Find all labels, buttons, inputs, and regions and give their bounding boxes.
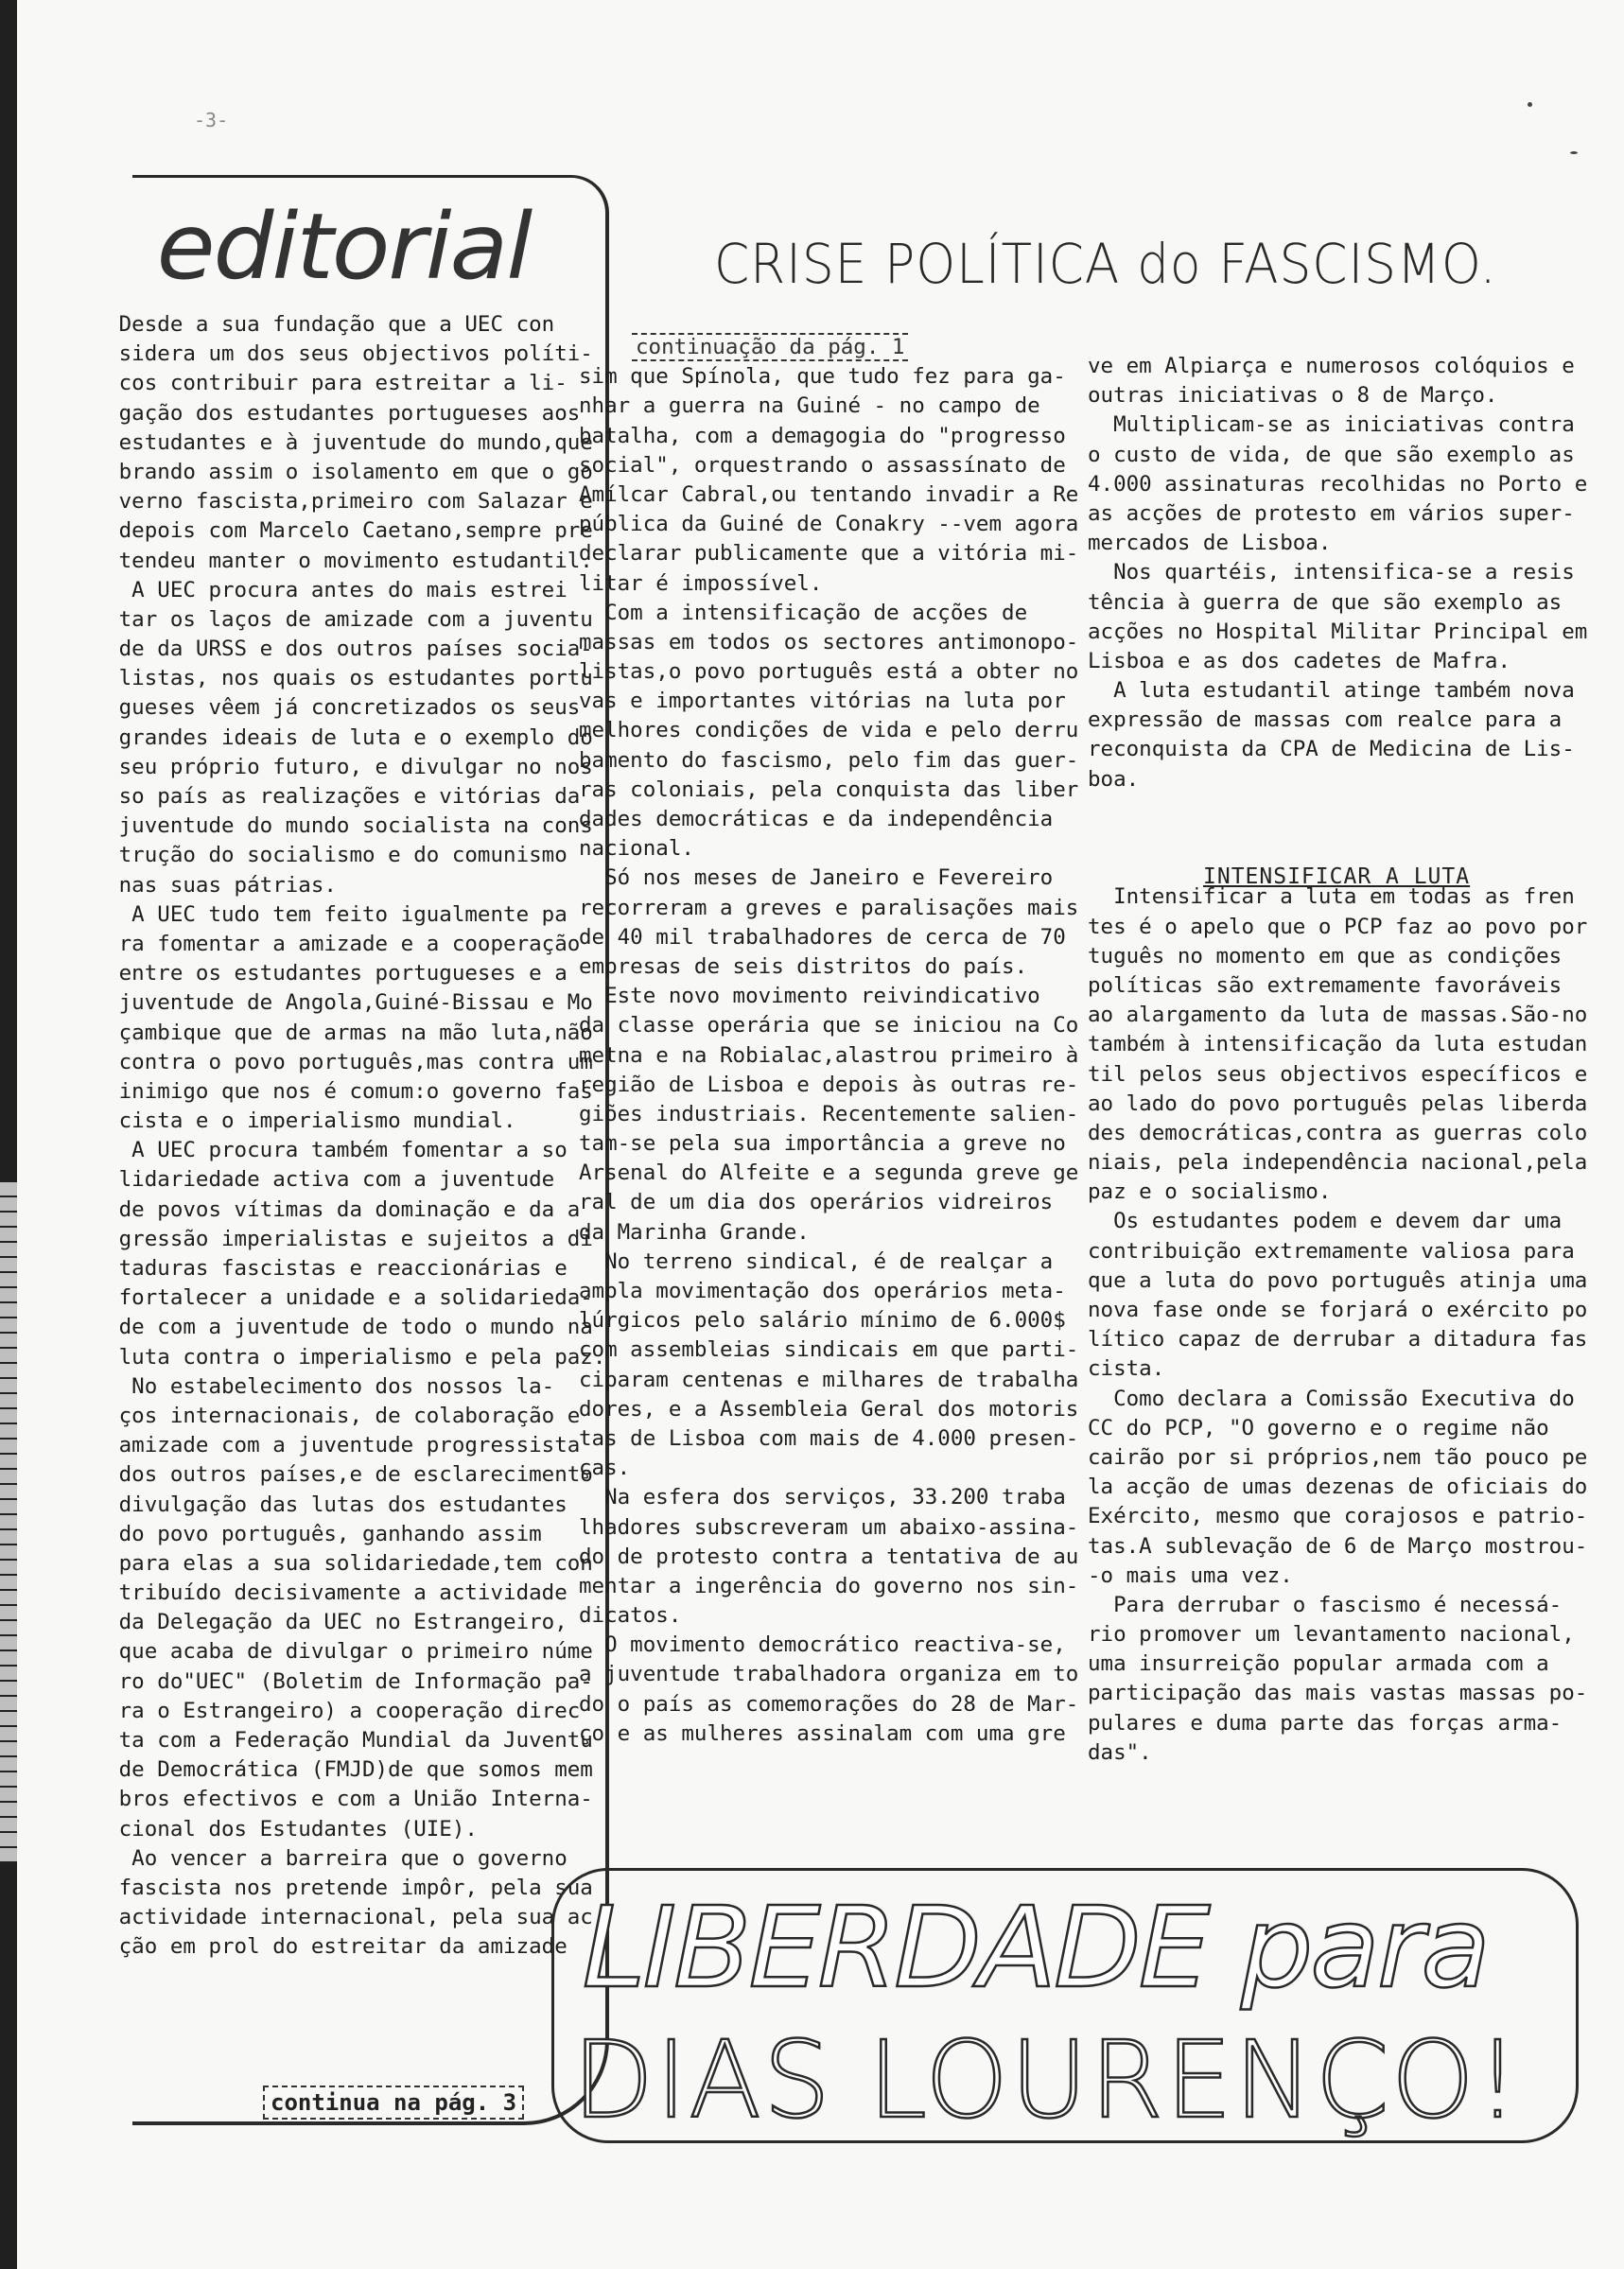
text-line: ampla movimentação dos operários meta-: [579, 1279, 1066, 1303]
text-line: ços internacionais, de colaboração e: [80, 1403, 581, 1428]
text-line: do de protesto contra a tentativa de au: [579, 1544, 1079, 1569]
text-line: ao lado do povo português pelas liberda: [1088, 1091, 1588, 1116]
article-column-right: [1088, 352, 1588, 1768]
text-line: empresas de seis distritos do país.: [579, 953, 1028, 979]
scan-ruler: [0, 1182, 17, 1863]
text-line: melhores condições de vida e pelo derru: [579, 718, 1079, 743]
text-line: lidariedade activa com a juventude: [80, 1167, 555, 1193]
text-line: tendeu manter o movimento estudantil.: [80, 548, 593, 573]
text-line: Lisboa e as dos cadetes de Mafra.: [1088, 648, 1511, 673]
text-line: ve em Alpiarça e numerosos colóquios e: [1088, 354, 1575, 378]
text-line: a juventude trabalhadora organiza em to: [579, 1662, 1079, 1687]
text-line: mercados de Lisboa.: [1088, 531, 1332, 556]
text-line: que a luta do povo português atinja uma: [1088, 1267, 1588, 1293]
text-line: actividade internacional, pela sua ac: [80, 1905, 593, 1930]
text-line: ção em prol do estreitar da amizade: [80, 1934, 568, 1960]
text-line: o custo de vida, de que são exemplo as: [1088, 442, 1575, 467]
text-line: dades democráticas e da independência: [579, 807, 1054, 831]
text-line: nhar a guerra na Guiné - no campo de: [579, 393, 1040, 419]
text-line: da Marinha Grande.: [579, 1219, 810, 1245]
text-line: luta contra o imperialismo e pela paz.: [80, 1344, 606, 1370]
text-line: ra fomentar a amizade e a cooperação: [80, 931, 581, 956]
text-line: Só nos meses de Janeiro e Fevereiro: [579, 865, 1054, 891]
text-line: tes é o apelo que o PCP faz ao povo por: [1088, 914, 1588, 939]
text-line: tência à guerra de que são exemplo as: [1088, 589, 1563, 615]
scan-speck: [1528, 102, 1532, 107]
text-line: -o mais uma vez.: [1088, 1562, 1293, 1588]
text-line: vas e importantes vitórias na luta por: [579, 689, 1066, 714]
text-line: cional dos Estudantes (UIE).: [80, 1816, 478, 1841]
text-line: Arsenal do Alfeite e a segunda greve ge: [579, 1161, 1079, 1186]
text-line: reconquista da CPA de Medicina de Lis-: [1088, 737, 1575, 762]
text-line: Na esfera dos serviços, 33.200 traba: [579, 1485, 1066, 1510]
text-line: O movimento democrático reactiva-se,: [579, 1632, 1066, 1658]
text-line: seu próprio futuro, e divulgar no nos: [80, 754, 593, 779]
text-line: amizade com a juventude progressista: [80, 1433, 581, 1458]
text-line: CC do PCP, "O governo e o regime não: [1088, 1415, 1549, 1440]
text-line: çambique que de armas na mão luta,não: [80, 1020, 593, 1045]
text-line: Desde a sua fundação que a UEC con: [80, 312, 555, 337]
text-line: políticas são extremamente favoráveis: [1088, 972, 1563, 998]
text-line: No estabelecimento dos nossos la-: [80, 1373, 555, 1399]
text-line: niais, pela independência nacional,pela: [1088, 1150, 1588, 1176]
text-line: lúrgicos pelo salário mínimo de 6.000$: [579, 1308, 1066, 1334]
text-line: participação das mais vastas massas po-: [1088, 1681, 1588, 1706]
text-line: sim que Spínola, que tudo fez para ga-: [579, 364, 1066, 390]
scan-speck: [1570, 151, 1578, 154]
text-line: bamento do fascismo, pelo fim das guer-: [579, 747, 1079, 773]
text-line: da Delegação da UEC no Estrangeiro,: [80, 1610, 568, 1635]
text-line: tas de Lisboa com mais de 4.000 presen-: [579, 1425, 1079, 1451]
text-line: Multiplicam-se as iniciativas contra: [1088, 412, 1575, 438]
text-line: recorreram a greves e paralisações mais: [579, 895, 1079, 920]
text-line: dores, e a Assembleia Geral dos motoris: [579, 1396, 1079, 1422]
text-line: lhadores subscreveram um abaixo-assina-: [579, 1514, 1079, 1540]
text-line: declarar publicamente que a vitória mi-: [579, 541, 1079, 567]
text-line: [1088, 794, 1561, 824]
text-line: tar os laços de amizade com a juventu: [80, 606, 593, 632]
text-line: paz e o socialismo.: [1088, 1179, 1332, 1205]
text-line: divulgação das lutas dos estudantes: [80, 1492, 568, 1517]
text-line: ao alargamento da luta de massas.São-no: [1088, 1003, 1588, 1028]
page-number: -3-: [194, 109, 229, 131]
text-line: ra o Estrangeiro) a cooperação direc: [80, 1698, 581, 1723]
text-line: sidera um dos seus objectivos políti-: [80, 341, 593, 367]
text-line: que acaba de divulgar o primeiro núme: [80, 1639, 593, 1665]
text-line: juventude do mundo socialista na cons: [80, 813, 593, 839]
text-line: cista e o imperialismo mundial.: [80, 1108, 516, 1134]
continued-from-note: continuação da pág. 1: [632, 333, 908, 361]
text-line: lítico capaz de derrubar a ditadura fas: [1088, 1327, 1588, 1353]
text-line: do o país as comemorações do 28 de Mar-: [579, 1691, 1079, 1717]
text-line: tuguês no momento em que as condições: [1088, 943, 1563, 969]
text-line: pulares e duma parte das forças arma-: [1088, 1710, 1563, 1736]
text-line: com assembleias sindicais em que parti-: [579, 1337, 1079, 1363]
editorial-text: [80, 310, 610, 1963]
text-line: contra o povo português,mas contra um: [80, 1049, 593, 1074]
text-line: entre os estudantes portugueses e a: [80, 961, 568, 986]
article-column-middle: [579, 333, 1079, 1749]
text-line: so país as realizações e vitórias da: [80, 784, 581, 809]
text-line: nacional.: [579, 836, 694, 862]
text-line: tribuído decisivamente a actividade: [80, 1580, 568, 1606]
text-line: acções no Hospital Militar Principal em: [1088, 619, 1588, 644]
text-line: litar é impossível.: [579, 570, 823, 596]
slogan-line-1: LIBERDADE para: [582, 1882, 1488, 2013]
text-line: grandes ideais de luta e o exemplo do: [80, 724, 593, 750]
editorial-title: editorial: [156, 194, 532, 300]
text-line: ças.: [579, 1456, 631, 1481]
text-line: til pelos seus objectivos específicos e: [1088, 1061, 1588, 1087]
text-line: do povo português, ganhando assim: [80, 1521, 542, 1546]
text-line: expressão de massas com realce para a: [1088, 707, 1563, 733]
text-line: da classe operária que se iniciou na Co: [579, 1013, 1079, 1039]
text-line: [579, 333, 1071, 362]
text-line: Com a intensificação de acções de: [579, 600, 1028, 625]
text-line: uma insurreição popular armada com a: [1088, 1651, 1549, 1677]
text-line: ciparam centenas e milhares de trabalha: [579, 1367, 1079, 1392]
text-line: taduras fascistas e reaccionárias e: [80, 1256, 568, 1281]
text-line: inimigo que nos é comum:o governo fas: [80, 1078, 593, 1104]
text-line: No terreno sindical, é de realçar a: [579, 1248, 1054, 1274]
section-subhead: INTENSIFICAR A LUTA: [1203, 864, 1471, 889]
text-line: de com a juventude de todo o mundo na: [80, 1315, 593, 1340]
text-line: ras coloniais, pela conquista das liber: [579, 777, 1079, 802]
text-line: massas em todos os sectores antimonopo-: [579, 629, 1079, 655]
text-line: Para derrubar o fascismo é necessá-: [1088, 1592, 1563, 1617]
text-line: pública da Guiné de Conakry --vem agora: [579, 512, 1079, 537]
text-line: trução do socialismo e do comunismo: [80, 843, 568, 868]
slogan-line-2: DIAS LOURENÇO!: [572, 2019, 1521, 2142]
text-line: Nos quartéis, intensifica-se a resis: [1088, 560, 1575, 585]
text-line: brando assim o isolamento em que o go: [80, 459, 593, 484]
text-line: outras iniciativas o 8 de Março.: [1088, 383, 1498, 409]
text-line: Exército, mesmo que corajosos e patrio-: [1088, 1504, 1588, 1529]
text-line: juventude de Angola,Guiné-Bissau e Mo: [80, 990, 593, 1016]
text-line: as acções de protesto em vários super-: [1088, 500, 1575, 526]
text-line: de Democrática (FMJD)de que somos mem: [80, 1757, 593, 1783]
text-line: rio promover um levantamento nacional,: [1088, 1622, 1575, 1648]
text-line: cista.: [1088, 1356, 1165, 1382]
text-line: tam-se pela sua importância a greve no: [579, 1131, 1066, 1157]
text-line: de povos vítimas da dominação e da a: [80, 1196, 581, 1222]
text-line: região de Lisboa e depois às outras re-: [579, 1072, 1079, 1097]
text-line: boa.: [1088, 766, 1140, 792]
text-line: dos outros países,e de esclarecimento: [80, 1462, 593, 1488]
text-line: la acção de umas dezenas de oficiais do: [1088, 1475, 1588, 1500]
text-line: de da URSS e dos outros países socia-: [80, 637, 593, 662]
text-line: Intensificar a luta em todas as fren: [1088, 884, 1575, 910]
text-line: listas, nos quais os estudantes portu: [80, 666, 593, 691]
text-line: 4.000 assinaturas recolhidas no Porto e: [1088, 471, 1588, 497]
text-line: dicatos.: [579, 1603, 682, 1629]
text-line: Como declara a Comissão Executiva do: [1088, 1386, 1575, 1411]
text-line: des democráticas,contra as guerras colo: [1088, 1120, 1588, 1145]
text-line: gação dos estudantes portugueses aos: [80, 400, 581, 426]
text-line: também à intensificação da luta estudan: [1088, 1032, 1588, 1057]
text-line: giões industriais. Recentemente salien-: [579, 1101, 1079, 1126]
article-title: CRISE POLÍTICA do FASCISMO.: [714, 232, 1497, 296]
text-line: bros efectivos e com a União Interna-: [80, 1787, 593, 1812]
text-line: [1088, 824, 1561, 853]
text-line: ta com a Federação Mundial da Juventu: [80, 1728, 593, 1753]
text-line: fascista nos pretende impôr, pela sua: [80, 1875, 593, 1900]
text-line: A UEC procura antes do mais estrei: [80, 577, 568, 602]
text-line: contribuição extremamente valiosa para: [1088, 1238, 1575, 1264]
text-line: tas.A sublevação de 6 de Março mostrou-: [1088, 1533, 1588, 1559]
text-line: estudantes e à juventude do mundo,que: [80, 429, 593, 455]
text-line: verno fascista,primeiro com Salazar e: [80, 489, 593, 515]
text-line: A UEC tudo tem feito igualmente pa: [80, 901, 568, 927]
text-line: ço e as mulheres assinalam com uma gre: [579, 1720, 1066, 1746]
text-line: das".: [1088, 1739, 1152, 1765]
text-line: A luta estudantil atinge também nova: [1088, 678, 1575, 704]
text-line: Os estudantes podem e devem dar uma: [1088, 1209, 1563, 1234]
continued-note: continua na pág. 3: [263, 2086, 524, 2120]
text-line: depois com Marcelo Caetano,sempre pre: [80, 518, 593, 544]
scan-border: [0, 0, 17, 2269]
text-line: para elas a sua solidariedade,tem con: [80, 1550, 593, 1576]
text-line: nas suas pátrias.: [80, 872, 337, 898]
text-line: metna e na Robialac,alastrou primeiro à: [579, 1042, 1079, 1068]
text-line: fortalecer a unidade e a solidarieda-: [80, 1285, 593, 1311]
text-line: cos contribuir para estreitar a li-: [80, 371, 568, 396]
text-line: Ao vencer a barreira que o governo: [80, 1845, 568, 1871]
text-line: cairão por si próprios,nem tão pouco pe: [1088, 1444, 1588, 1470]
text-line: listas,o povo português está a obter no: [579, 659, 1079, 685]
text-line: social", orquestrando o assassínato de: [579, 452, 1066, 478]
text-line: mentar a ingerência do governo nos sin-: [579, 1573, 1079, 1598]
text-line: Este novo movimento reivindicativo: [579, 984, 1040, 1009]
text-line: ral de um dia dos operários vidreiros: [579, 1190, 1054, 1215]
text-line: de 40 mil trabalhadores de cerca de 70: [579, 924, 1066, 950]
text-line: gressão imperialistas e sujeitos a di: [80, 1226, 593, 1251]
text-line: batalha, com a demagogia do "progresso: [579, 423, 1066, 448]
text-line: gueses vêem já concretizados os seus: [80, 695, 581, 721]
text-line: nova fase onde se forjará o exército po: [1088, 1298, 1588, 1322]
text-line: ro do"UEC" (Boletim de Informação pa-: [80, 1668, 593, 1694]
text-line: A UEC procura também fomentar a so: [80, 1138, 568, 1163]
text-line: Amílcar Cabral,ou tentando invadir a Re: [579, 481, 1079, 507]
